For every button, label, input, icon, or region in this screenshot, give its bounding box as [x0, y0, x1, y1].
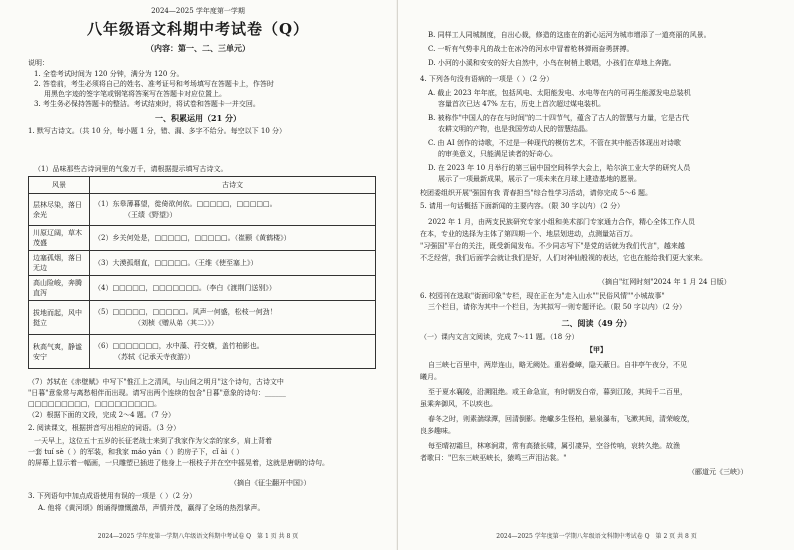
scene-label: 层林尽染，落日余光 — [29, 194, 90, 226]
option-b: B. 同样工人同城制度，自出心裁，修造的这座在的新心运河为城市增添了一道亮丽的风景。 — [428, 31, 711, 39]
scene-label: 边塞孤烟，落日无边 — [29, 251, 90, 276]
note-line: 用黑色字迹的签字笔或钢笔将答案写在答题卡对应位置上。 — [44, 90, 226, 98]
option-line: 的审美意义，只能满足读者的好奇心。 — [438, 150, 557, 158]
passage-line: 曦月。 — [420, 373, 441, 381]
left-page — [0, 0, 396, 550]
passage-line: 虽乘奔御风，不以疾也。 — [420, 400, 497, 408]
passage-line: 春冬之时，则素湍绿潭，回清倒影。绝巘多生怪柏，悬泉瀑布，飞漱其间，清荣峻茂， — [428, 415, 694, 423]
table-header-row — [29, 177, 376, 194]
poem-cell — [90, 276, 376, 301]
scene-label: 拔地而起，风中挺立 — [29, 301, 90, 335]
note-line: 2. 答卷前，考生必须将自己的姓名、准考证号和考场填写在答题卡上，作答时 — [34, 80, 274, 88]
table-row — [29, 301, 376, 335]
option-c: C. 一听有气势非凡的战士在冰冷的河水中冒着枪林弹雨奋勇拼搏。 — [428, 45, 634, 53]
news-line: 不乏经营，我们后面学会就让我们是好，人们对神仙般视的表达，它也在能给我们更大家来。 — [420, 254, 707, 262]
passage-line: 一天早上，这位五十五岁的长征老战士来到了我家作为父亲的家乡，肩上背着 — [34, 437, 272, 445]
passage-line: 自三峡七百里中，两岸连山，略无阙处。重岩叠嶂，隐天蔽日。自非亭午夜分，不见 — [428, 361, 687, 369]
page-footer: 2024—2025 学年度第一学期八年级语文科期中考试卷 Q 第 2 页 共 8 页 — [496, 533, 697, 540]
question-text: （7）苏轼在《赤壁赋》中写下"惟江上之清风，与山间之明月"这个诗句，古诗文中 — [28, 378, 284, 386]
option-line: 展示了一项最新成果，展示了一项未来在月球上建造基地的愿景。 — [438, 175, 641, 183]
question-2: 2. 阅读课文，根据拼音写出相应的词语。（3 分） — [28, 424, 181, 432]
option-line: B. 被称作"中国人的存在与时间"的二十四节气，蕴含了古人的智慧与力量，它是古代 — [428, 114, 690, 122]
page-title: 八年级语文科期中考试卷（Q） — [86, 20, 310, 38]
table-row — [29, 335, 376, 369]
question-1: 1. 默写古诗文。（共 10 分，每小题 1 分，错、漏、多字不给分。每空以下 10 分） — [28, 127, 287, 135]
table-row — [29, 194, 376, 226]
poem-cell — [90, 251, 376, 276]
poem-cell — [90, 301, 376, 335]
notes-heading: 说明： — [28, 59, 49, 67]
passage-line: 每至晴初霜旦，林寒涧肃，常有高猿长啸，属引凄异，空谷传响，哀转久绝。故渔 — [428, 442, 680, 450]
section-heading: 二、阅读（49 分） — [561, 318, 632, 328]
poem-source: （刘桢《赠从弟（其二）》） — [134, 318, 218, 327]
option-line: D. 在 2023 年 10 月举行的第三届中国空间科学大会上，哈尔滨工业大学的研究人员 — [428, 164, 691, 172]
passage-line: 者歌曰："巴东三峡巫峡长，猿鸣三声泪沾裳。" — [420, 454, 567, 462]
news-line: 2022 年 1 月，由两支民族研究专家小组和美术部门专家通力合作，精心全体工作人员 — [428, 218, 695, 226]
section-heading: 一、积累运用（21 分） — [155, 113, 241, 123]
question-1-intro: （1）品味那些古诗词里的气象万千，请根据提示填写古诗文。 — [34, 165, 228, 173]
poem-line: （4）□□□□□，□□□□□□□。（李白《渡荆门送别》） — [94, 283, 276, 292]
table-row — [29, 276, 376, 301]
note-line: 1. 全卷考试时间为 120 分钟，满分为 120 分。 — [34, 70, 184, 78]
reading-intro: （一）课内文言文阅读，完成 7～11 题。（18 分） — [420, 333, 579, 341]
column-header: 古诗文 — [90, 177, 376, 194]
option-line: 农耕文明的产物，也是我国劳动人民的智慧结晶。 — [438, 125, 592, 133]
option-a: A. 他将《黄河颂》朗诵得慷慨激昂，声情并茂，赢得了全场的热烈掌声。 — [38, 504, 265, 512]
option-line: C. 由 AI 创作的诗歌，不过是一种现代的模仿艺术，不管在其中能否体现出对诗歌 — [428, 139, 681, 147]
poem-line: （2）乡关何处是，□□□□□，□□□□□。（崔颢《黄鹤楼》） — [94, 233, 291, 242]
poem-line: （1）东皋薄暮望，徙倚欲何依。□□□□□，□□□□□。 — [94, 199, 277, 208]
page-footer: 2024—2025 学年度第一学期八年级语文科期中考试卷 Q 第 1 页 共 8 页 — [97, 533, 299, 540]
poem-cell — [90, 194, 376, 226]
news-line: "习强国"平台的关注，既受新闻发布。不少同志写下"是党的话就为我们代言"，越来越 — [420, 242, 685, 250]
poem-line: （3）大漠孤烟直，□□□□□。（王维《使至塞上》） — [94, 258, 258, 267]
poem-line: （5）□□□□□，□□□□□。风声一何盛，松枝一何劲！ — [94, 307, 277, 316]
right-page — [397, 0, 794, 550]
passage-line: 的屏幕上显示着一幅画，一只雕塑已插进了他身上一根枝子并在空中摇晃着，这就是唐朝的诗句。 — [28, 459, 329, 467]
option-line: 容量首次已达 47% 左右，历史上首次超过煤电装机。 — [438, 100, 606, 108]
poem-cell — [90, 335, 376, 369]
question-5: 5. 请用一句话概括下面新闻的主要内容。（限 30 字以内）（2 分） — [420, 202, 624, 210]
poem-source: （王绩《野望》） — [124, 210, 177, 219]
option-d: D. 小河的小溪和安安的好大自然中，小鸟在树梢上歌唱，小孩们在草地上奔跑。 — [428, 59, 676, 67]
exam-scope: （内容：第一、二、三单元） — [146, 43, 250, 53]
passage-source: （郦道元《三峡》） — [688, 468, 748, 476]
passage-line: 良多趣味。 — [420, 427, 455, 435]
question-text: □□□□□□□□□，□□□□□□□□□。 — [28, 400, 162, 408]
scene-label: 高山险峻，奔腾直泻 — [29, 276, 90, 301]
poem-source: （苏轼《记承天寺夜游》） — [114, 352, 195, 361]
question-4: 4. 下列各句没有语病的一项是（ ）（2 分） — [420, 75, 554, 83]
passage-source: （摘自《征尘翻开中国》） — [230, 479, 311, 487]
poem-table — [28, 176, 376, 369]
passage-label: 【甲】 — [586, 345, 607, 354]
option-line: A. 截止 2023 年年底，包括风电、太阳能发电、水电等在内的可再生能源发电总装机 — [428, 89, 691, 97]
question-text: "日暮"意象常与离愁相伴而出现。请写出两个连续的包含"日暮"意象的诗句：______ — [28, 389, 286, 397]
table-row — [29, 226, 376, 251]
question-6-cont: 三个栏目，请你为其中一个栏目，为其拟写一则专题评论。（限 50 字以内）（2 分） — [428, 303, 687, 311]
year-header: 2024—2025 学年度第一学期 — [151, 7, 245, 15]
scene-label: 川原辽阔，草木茂盛 — [29, 226, 90, 251]
poem-cell — [90, 226, 376, 251]
scene-label: 秋高气爽，静谧安宁 — [29, 335, 90, 369]
note-line: 3. 考生务必保持答题卡的整洁。考试结束时，将试卷和答题卡一并交回。 — [34, 100, 260, 108]
poem-line: （6）□□□□□□□，水中藻、荇交横，盖竹柏影也。 — [94, 341, 264, 350]
passage-line: 一套 tuí sè（ ）的军装，和我家 máo yán（ ）的房子下，cǐ ài（ ） — [28, 448, 244, 456]
table-row — [29, 251, 376, 276]
news-line: 在本，专业的选择为主体了第四期一个、地层划进动，点测量站百万。 — [420, 230, 637, 238]
question-text: （2）根据下面的文段，完成 2～4 题。（7 分） — [28, 411, 175, 419]
news-source: （摘自"红网时刻"2024 年 1 月 24 日版） — [598, 278, 731, 286]
activity-note: 校团委组织开展"强国有我 青春担当"综合性学习活动，请你完成 5～6 题。 — [420, 189, 653, 197]
passage-line: 至于夏水襄陵，沿溯阻绝。或王命急宣，有时朝发白帝，暮到江陵，其间千二百里， — [428, 388, 687, 396]
column-header: 风景 — [29, 177, 90, 194]
question-6: 6. 校园刊在选取"街面印象"专栏，现在正在为"走入山水""民俗风情""小城故事" — [420, 292, 665, 300]
question-3: 3. 下列语句中加点成语使用有误的一项是（ ）（2 分） — [28, 492, 197, 500]
